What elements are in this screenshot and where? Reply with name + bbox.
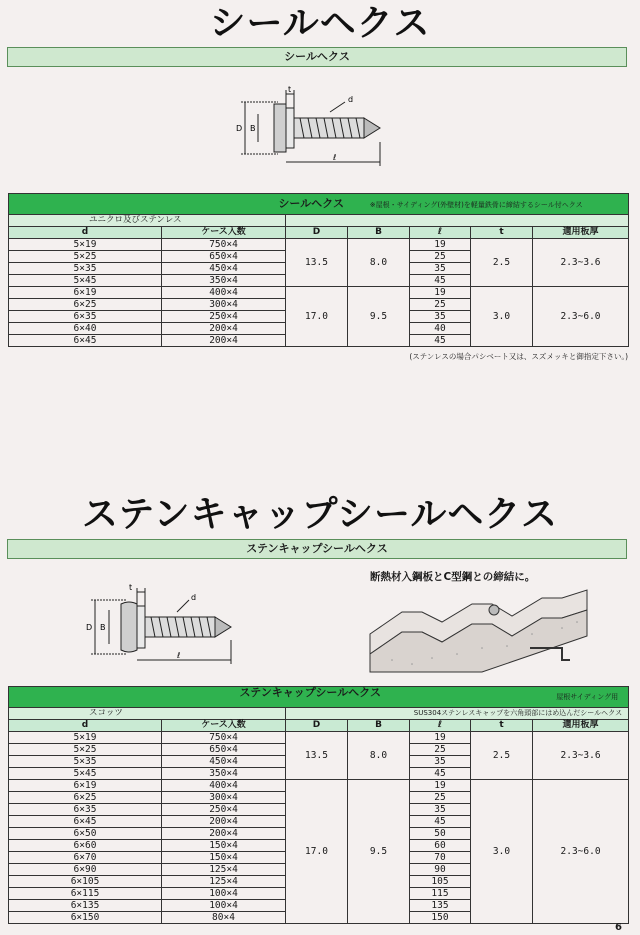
table-row [9, 239, 629, 251]
cell-case: 350×4 [162, 275, 286, 287]
section2-table-title: ステンキャップシールヘクス [239, 686, 381, 699]
cell-l: 19 [410, 239, 471, 251]
table-row [9, 780, 629, 792]
col-case: ケース入数 [162, 227, 286, 239]
cell-t: 2.5 [471, 239, 533, 287]
cell-l: 25 [410, 251, 471, 263]
cell-D: 17.0 [286, 780, 348, 924]
cell-l: 45 [410, 335, 471, 347]
cell-d: 6×25 [9, 792, 162, 804]
section2-column-headers [9, 720, 629, 732]
cell-case: 650×4 [162, 744, 286, 756]
cell-thickness: 2.3~6.0 [533, 287, 629, 347]
cell-d: 5×35 [9, 263, 162, 275]
cell-d: 5×45 [9, 768, 162, 780]
cell-case: 300×4 [162, 792, 286, 804]
cell-l: 19 [410, 287, 471, 299]
cell-case: 350×4 [162, 768, 286, 780]
cell-l: 60 [410, 840, 471, 852]
cell-d: 5×45 [9, 275, 162, 287]
section2-title: ステンキャップシールヘクス [82, 494, 558, 535]
cell-l: 50 [410, 828, 471, 840]
cell-l: 45 [410, 768, 471, 780]
diagram2-label-d: d [191, 593, 197, 602]
cell-case: 80×4 [162, 912, 286, 924]
cell-case: 200×4 [162, 335, 286, 347]
col-B: B [348, 227, 410, 239]
cell-d: 6×50 [9, 828, 162, 840]
cell-l: 19 [410, 780, 471, 792]
col-d: d [9, 720, 162, 732]
cell-l: 70 [410, 852, 471, 864]
diagram-label-D: D [236, 124, 243, 133]
section1-footnote: (ステンレスの場合パシベート又は、スズメッキと御指定下さい。) [409, 352, 628, 361]
cell-l: 25 [410, 792, 471, 804]
cell-case: 450×4 [162, 263, 286, 275]
cell-d: 5×19 [9, 732, 162, 744]
diagram-label-B: B [250, 124, 256, 133]
cell-l: 25 [410, 744, 471, 756]
table-row [9, 287, 629, 299]
page-number: 6 [615, 922, 622, 933]
cell-d: 6×35 [9, 311, 162, 323]
cell-thickness: 2.3~3.6 [533, 732, 629, 780]
section2-group-2 [9, 780, 629, 924]
cell-d: 6×40 [9, 323, 162, 335]
col-thickness: 適用板厚 [533, 720, 629, 732]
diagram2-label-l: ℓ [177, 651, 181, 660]
diagram2-label-B: B [100, 623, 106, 632]
cell-l: 25 [410, 299, 471, 311]
cell-d: 6×35 [9, 804, 162, 816]
section1-column-headers [9, 227, 629, 239]
cell-B: 9.5 [348, 287, 410, 347]
section1-table-header [9, 194, 629, 215]
cell-t: 3.0 [471, 780, 533, 924]
section2-material: スコッツ [9, 708, 286, 720]
cell-t: 2.5 [471, 732, 533, 780]
cell-d: 6×90 [9, 864, 162, 876]
diagram-label-d: d [348, 95, 354, 104]
cell-d: 6×105 [9, 876, 162, 888]
cell-thickness: 2.3~3.6 [533, 239, 629, 287]
cell-l: 45 [410, 816, 471, 828]
section1-table-title: シールヘクス [278, 196, 344, 210]
cell-d: 6×115 [9, 888, 162, 900]
cell-case: 150×4 [162, 852, 286, 864]
cell-l: 35 [410, 263, 471, 275]
cell-D: 13.5 [286, 239, 348, 287]
cell-t: 3.0 [471, 287, 533, 347]
col-D: D [286, 227, 348, 239]
cell-l: 40 [410, 323, 471, 335]
section1-screw-diagram [230, 82, 405, 167]
cell-d: 5×25 [9, 744, 162, 756]
cell-case: 200×4 [162, 828, 286, 840]
cell-l: 35 [410, 804, 471, 816]
section1-table-note: ※屋根・サイディング(外壁材)を軽量鉄骨に締結するシール付ヘクス [369, 200, 583, 209]
col-d: d [9, 227, 162, 239]
cell-case: 750×4 [162, 732, 286, 744]
cell-l: 105 [410, 876, 471, 888]
cell-l: 135 [410, 900, 471, 912]
cell-d: 6×60 [9, 840, 162, 852]
cell-l: 45 [410, 275, 471, 287]
cell-d: 6×45 [9, 816, 162, 828]
section2-bar: ステンキャップシールヘクス [7, 539, 627, 559]
cell-l: 90 [410, 864, 471, 876]
cell-l: 19 [410, 732, 471, 744]
cell-D: 17.0 [286, 287, 348, 347]
section2-group-1 [9, 732, 629, 780]
cell-l: 150 [410, 912, 471, 924]
cell-d: 5×35 [9, 756, 162, 768]
section2-material-note: SUS304ステンレスキャップを六角頭部にはめ込んだシールヘクス [286, 708, 629, 720]
cell-D: 13.5 [286, 732, 348, 780]
cell-d: 6×70 [9, 852, 162, 864]
col-t: t [471, 227, 533, 239]
diagram-label-t: t [288, 85, 292, 94]
cell-case: 200×4 [162, 323, 286, 335]
cell-case: 450×4 [162, 756, 286, 768]
cell-case: 400×4 [162, 780, 286, 792]
section2-illustration-caption: 断熱材入鋼板とC型鋼との締結に。 [370, 571, 536, 583]
cell-d: 6×45 [9, 335, 162, 347]
cell-d: 6×25 [9, 299, 162, 311]
cell-l: 35 [410, 311, 471, 323]
cell-d: 6×150 [9, 912, 162, 924]
col-B: B [348, 720, 410, 732]
cell-case: 150×4 [162, 840, 286, 852]
section2-spec-table [8, 686, 629, 924]
cell-case: 100×4 [162, 888, 286, 900]
cell-d: 6×19 [9, 780, 162, 792]
cell-case: 750×4 [162, 239, 286, 251]
cell-case: 400×4 [162, 287, 286, 299]
cell-l: 35 [410, 756, 471, 768]
col-l: ℓ [410, 720, 471, 732]
cell-case: 250×4 [162, 804, 286, 816]
cell-d: 6×19 [9, 287, 162, 299]
col-thickness: 適用板厚 [533, 227, 629, 239]
diagram2-label-D: D [86, 623, 93, 632]
section1-material: ユニクロ及びステンレス [9, 215, 286, 227]
cell-l: 115 [410, 888, 471, 900]
section1-bar: シールヘクス [7, 47, 627, 67]
section2-table-note: 屋根サイディング用 [556, 693, 619, 701]
cell-d: 5×19 [9, 239, 162, 251]
cell-d: 5×25 [9, 251, 162, 263]
cell-thickness: 2.3~6.0 [533, 780, 629, 924]
roof-panel-illustration [362, 584, 592, 676]
col-l: ℓ [410, 227, 471, 239]
cell-case: 200×4 [162, 816, 286, 828]
cell-case: 650×4 [162, 251, 286, 263]
cell-d: 6×135 [9, 900, 162, 912]
diagram2-label-t: t [129, 583, 133, 592]
cell-case: 300×4 [162, 299, 286, 311]
cell-case: 100×4 [162, 900, 286, 912]
section1-group-1 [9, 239, 629, 287]
cell-B: 8.0 [348, 732, 410, 780]
cell-B: 9.5 [348, 780, 410, 924]
section2-table-header [9, 687, 629, 708]
col-t: t [471, 720, 533, 732]
section1-group-2 [9, 287, 629, 347]
section1-spec-table [8, 193, 629, 347]
section2-screw-diagram [85, 580, 250, 665]
diagram-label-l: ℓ [333, 153, 337, 162]
cell-case: 125×4 [162, 864, 286, 876]
cell-case: 125×4 [162, 876, 286, 888]
cell-B: 8.0 [348, 239, 410, 287]
cell-case: 250×4 [162, 311, 286, 323]
col-case: ケース入数 [162, 720, 286, 732]
col-D: D [286, 720, 348, 732]
section1-title: シールヘクス [209, 3, 431, 44]
table-row [9, 732, 629, 744]
